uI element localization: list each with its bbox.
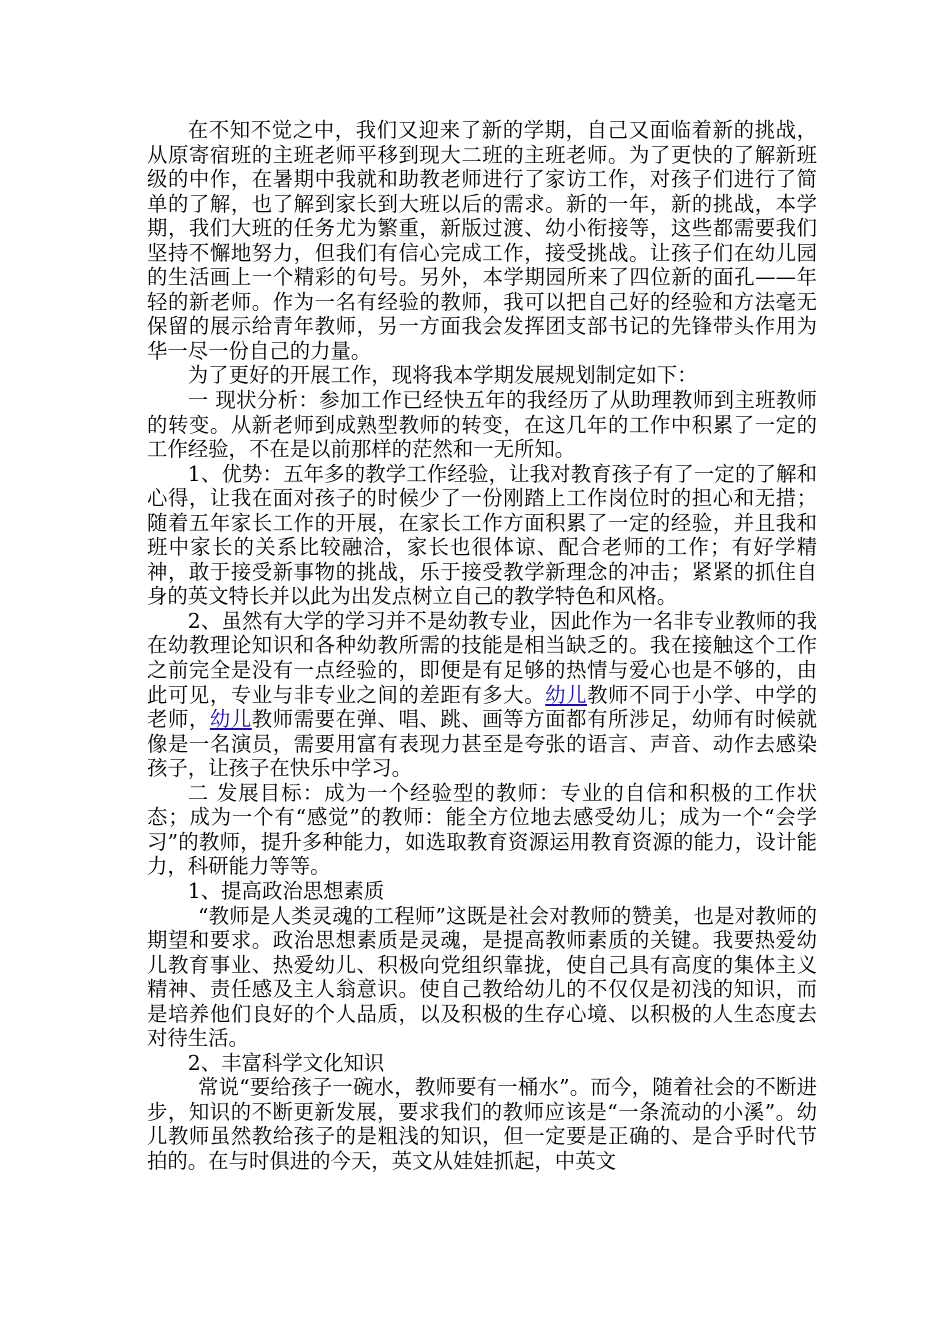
weakness-text-2: 教师不同于小学、中学的老师， (147, 682, 818, 732)
weakness-text-3: 教师需要在弹、唱、跳、画等方面都有所涉足，幼师有时候就像是一名演员，需要用富有表现力甚至是夸张的语言、声音、动作去感染孩子，让孩子在快乐中学习。 (147, 707, 818, 781)
weakness-text-1: 2、虽然有大学的学习并不是幼教专业，因此作为一名非专业教师的我在幼教理论知识和各种幼教所需的技能是相当缺乏的。我在接触这个工作之前完全是没有一点经验的，即便是有足够的热情与爱心也是不够的，由此可见，专业与非专业之间的差距有多大。 (147, 608, 817, 707)
paragraph-development-goals: 二 发展目标：成为一个经验型的教师：专业的自信和积极的工作状态；成为一个有“感觉”的教师：能全方位地去感受幼儿；成为一个“会学习”的教师，提升多种能力，如选取教育资源运用教育资源的能力，设计能力，科研能力等等。 (147, 780, 817, 879)
heading-scientific-knowledge: 2、丰富科学文化知识 (187, 1050, 385, 1075)
paragraph-scientific-knowledge: 常说“要给孩子一碗水，教师要有一桶水”。而今，随着社会的不断进步，知识的不断更新发展，要求我们的教师应该是“一条流动的小溪”。幼儿教师虽然教给孩子的是粗浅的知识，但一定要是正确的、是合乎时代节拍的。在与时俱进的今天，英文从娃娃抓起，中英文 (147, 1075, 817, 1173)
link-youer-2[interactable]: 幼儿 (209, 707, 252, 732)
paragraph-plan-intro: 为了更好的开展工作，现将我本学期发展规划制定如下： (187, 363, 698, 388)
heading-political-quality: 1、提高政治思想素质 (187, 878, 385, 903)
paragraph-intro: 在不知不觉之中，我们又迎来了新的学期，自己又面临着新的挑战，从原寄宿班的主班老师平移到现大二班的主班老师。为了更快的了解新班级的中作，在暑期中我就和助教老师进行了家访工作，对孩子们进行了简单的了解，也了解到家长到大班以后的需求。新的一年，新的挑战，本学期，我们大班的任务尤为繁重，新版过渡、幼小衔接等，这些都需要我们坚持不懈地努力，但我们有信心完成工作，接受挑战。让孩子们在幼儿园的生活画上一个精彩的句号。另外，本学期园所来了四位新的面孔——年轻的新老师。作为一名有经验的教师，我可以把自己好的经验和方法毫无保留的展示给青年教师，另一方面我会发挥团支部书记的先锋带头作用为华一尽一份自己的力量。 (147, 118, 817, 363)
document-body (147, 118, 817, 1174)
paragraph-political-quality: “教师是人类灵魂的工程师”这既是社会对教师的赞美，也是对教师的期望和要求。政治思想素质是灵魂，是提高教师素质的关键。我要热爱幼儿教育事业、热爱幼儿、积极向党组织靠拢，使自己具有高度的集体主义精神、责任感及主人翁意识。使自己教给幼儿的不仅仅是初浅的知识，而是培养他们良好的个人品质，以及积极的生存心境、以积极的人生态度去对待生活。 (147, 903, 817, 1051)
paragraph-weaknesses (147, 609, 817, 781)
paragraph-status-analysis: 一 现状分析：参加工作已经快五年的我经历了从助理教师到主班教师的转变。从新老师到成熟型教师的转变，在这几年的工作中积累了一定的工作经验，不在是以前那样的茫然和一无所知。 (147, 388, 817, 462)
link-youer-1[interactable]: 幼儿 (545, 682, 588, 707)
paragraph-strengths: 1、优势：五年多的教学工作经验，让我对教育孩子有了一定的了解和心得，让我在面对孩子的时候少了一份刚踏上工作岗位时的担心和无措；随着五年家长工作的开展，在家长工作方面积累了一定的经验，并且我和班中家长的关系比较融洽，家长也很体谅、配合老师的工作；有好学精神，敢于接受新事物的挑战，乐于接受教学新理念的冲击；紧紧的抓住自身的英文特长并以此为出发点树立自己的教学特色和风格。 (147, 461, 817, 609)
